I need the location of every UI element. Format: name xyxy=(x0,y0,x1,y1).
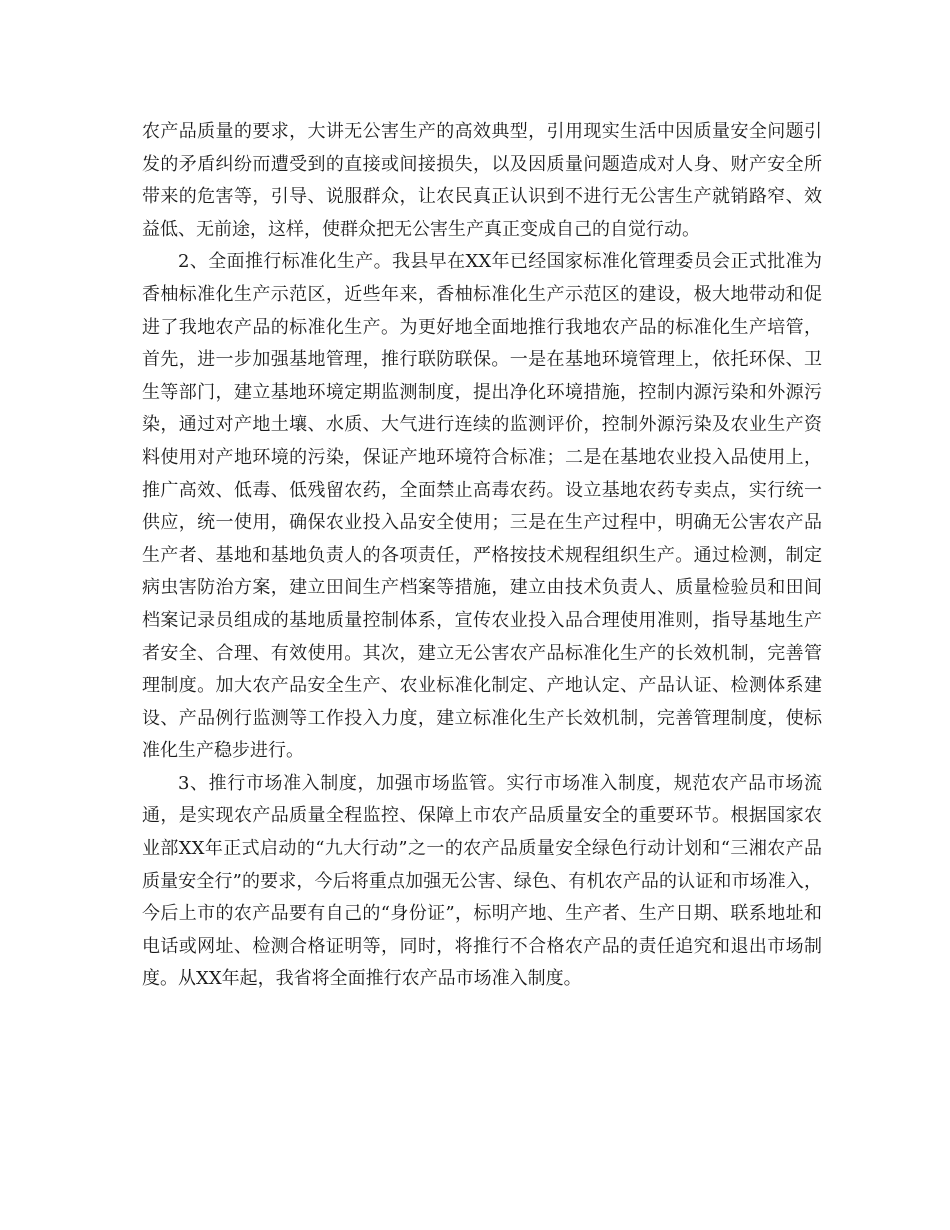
paragraph-2: 2、全面推行标准化生产。我县早在XX年已经国家标准化管理委员会正式批准为香柚标准化生产示范区，近些年来，香柚标准化生产示范区的建设，极大地带动和促进了我地农产品的标准化生产。为更好地全面地推行我地农产品的标准化生产培管，首先，进一步加强基地管理，推行联防联保。一是在基地环境管理上，依托环保、卫生等部门，建立基地环境定期监测制度，提出净化环境措施，控制内源污染和外源污染，通过对产地土壤、水质、大气进行连续的监测评价，控制外源污染及农业生产资料使用对产地环境的污染，保证产地环境符合标准；二是在基地农业投入品使用上，推广高效、低毒、低残留农药，全面禁止高毒农药。设立基地农药专卖点，实行统一供应，统一使用，确保农业投入品安全使用；三是在生产过程中，明确无公害农产品生产者、基地和基地负责人的各项责任，严格按技术规程组织生产。通过检测，制定病虫害防治方案，建立田间生产档案等措施，建立由技术负责人、质量检验员和田间档案记录员组成的基地质量控制体系，宣传农业投入品合理使用准则，指导基地生产者安全、合理、有效使用。其次，建立无公害农产品标准化生产的长效机制，完善管理制度。加大农产品安全生产、农业标准化制定、产地认定、产品认证、检测体系建设、产品例行监测等工作投入力度，建立标准化生产长效机制，完善管理制度，使标准化生产稳步进行。 xyxy=(142,251,822,762)
paragraph-1: 农产品质量的要求，大讲无公害生产的高效典型，引用现实生活中因质量安全问题引发的矛盾纠纷而遭受到的直接或间接损失，以及因质量问题造成对人身、财产安全所带来的危害等，引导、说服群众，让农民真正认识到不进行无公害生产就销路窄、效益低、无前途，这样，使群众把无公害生产真正变成自己的自觉行动。 xyxy=(142,121,822,240)
document-body xyxy=(142,116,822,996)
paragraph-3: 3、推行市场准入制度，加强市场监管。实行市场准入制度，规范农产品市场流通，是实现农产品质量全程监控、保障上市农产品质量安全的重要环节。根据国家农业部XX年正式启动的“九大行动”之一的农产品质量安全绿色行动计划和“三湘农产品质量安全行”的要求，今后将重点加强无公害、绿色、有机农产品的认证和市场准入，今后上市的农产品要有自己的“身份证”，标明产地、生产者、生产日期、联系地址和电话或网址、检测合格证明等，同时，将推行不合格农产品的责任追究和退出市场制度。从XX年起，我省将全面推行农产品市场准入制度。 xyxy=(142,772,822,990)
